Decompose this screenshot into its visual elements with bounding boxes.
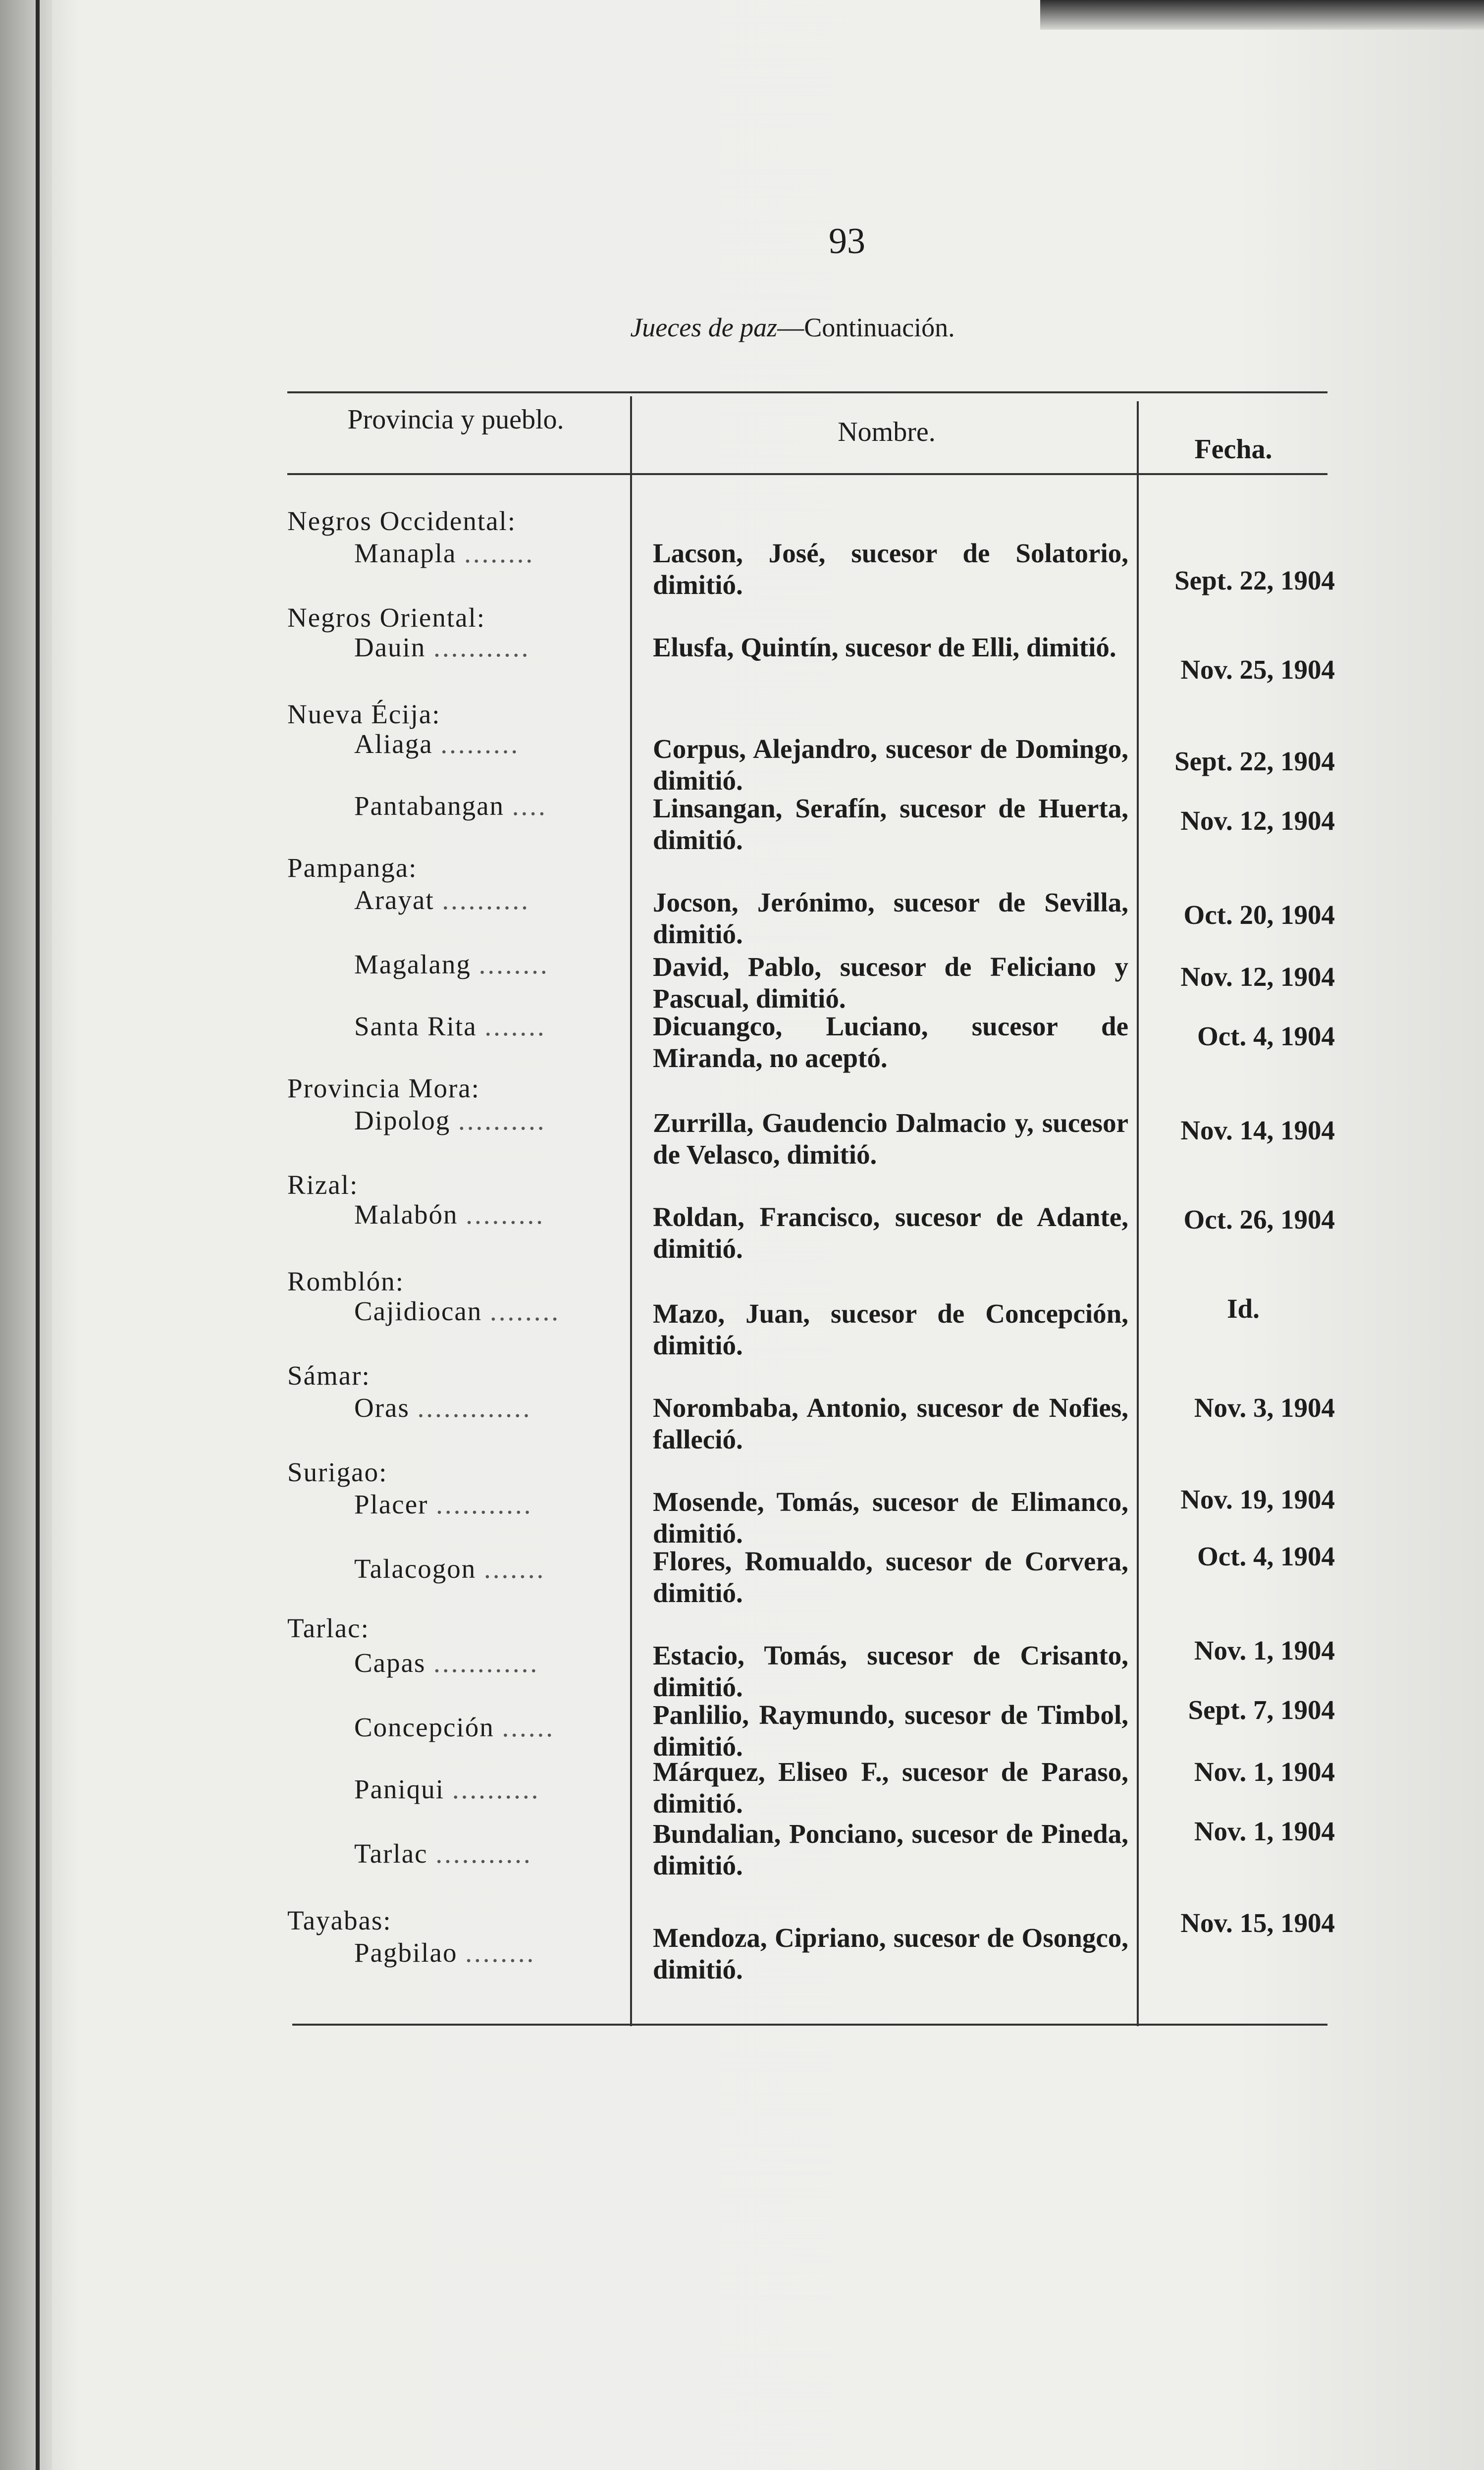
judge-entry: Panlilio, Raymundo, sucesor de Timbol, dimitió.	[653, 1700, 1128, 1762]
province-label: Provincia Mora:	[287, 1073, 480, 1103]
appointment-date: Nov. 1, 1904	[1194, 1816, 1335, 1846]
town-name	[354, 790, 547, 822]
leader-dots: ...........	[435, 1838, 532, 1869]
town-label: Malabón	[354, 1199, 458, 1230]
town-label: Dauin	[354, 632, 426, 662]
town-name	[354, 1647, 539, 1679]
town-name	[354, 1011, 546, 1042]
town-name	[354, 1392, 531, 1424]
town-label: Concepción	[354, 1712, 494, 1742]
appointment-date: Sept. 7, 1904	[1188, 1695, 1335, 1725]
town-label: Paniqui	[354, 1774, 445, 1804]
header-date: Fecha.	[1194, 434, 1272, 465]
table-bottom-rule	[292, 2024, 1327, 2026]
leader-dots: ........	[465, 1937, 536, 1968]
province-label: Tayabas:	[287, 1905, 392, 1935]
town-label: Pantabangan	[354, 791, 505, 821]
town-name	[354, 1199, 545, 1231]
appointment-date: Sept. 22, 1904	[1174, 746, 1335, 776]
leader-dots: ........	[490, 1296, 561, 1326]
appointment-date: Oct. 20, 1904	[1183, 900, 1335, 930]
province-label: Tarlac:	[287, 1613, 370, 1643]
judge-entry: Flores, Romualdo, sucesor de Corvera, dimitió.	[653, 1546, 1128, 1608]
province-label: Nueva Écija:	[287, 699, 441, 729]
leader-dots: .............	[417, 1393, 532, 1423]
town-label: Aliaga	[354, 729, 433, 759]
province-label: Rizal:	[287, 1170, 359, 1200]
appointment-date: Nov. 12, 1904	[1180, 962, 1335, 992]
judge-entry: Mendoza, Cipriano, sucesor de Osongco, dimitió.	[653, 1923, 1128, 1985]
town-label: Capas	[354, 1648, 426, 1678]
appointment-date: Oct. 4, 1904	[1197, 1021, 1335, 1051]
header-rule	[287, 473, 1327, 475]
leader-dots: .........	[440, 729, 520, 759]
province-label: Negros Occidental:	[287, 506, 517, 536]
leader-dots: .........	[466, 1199, 545, 1230]
town-label: Talacogon	[354, 1554, 477, 1584]
town-label: Dipolog	[354, 1105, 451, 1135]
leader-dots: ..........	[452, 1774, 540, 1804]
town-name	[354, 1105, 546, 1136]
column-divider-2	[1137, 401, 1139, 2026]
town-label: Tarlac	[354, 1838, 428, 1869]
judge-entry: Norombaba, Antonio, sucesor de Nofies, falleció.	[653, 1393, 1128, 1454]
judge-entry: Jocson, Jerónimo, sucesor de Sevilla, dimitió.	[653, 887, 1128, 949]
appointment-date: Nov. 15, 1904	[1180, 1908, 1335, 1938]
town-name	[354, 1489, 532, 1520]
leader-dots: .......	[484, 1011, 546, 1041]
town-name	[354, 1838, 532, 1870]
leader-dots: ..........	[442, 885, 530, 915]
leader-dots: ...........	[436, 1489, 533, 1519]
appointment-date: Sept. 22, 1904	[1174, 565, 1335, 595]
town-label: Placer	[354, 1489, 428, 1519]
judge-entry: Mazo, Juan, sucesor de Concepción, dimitió.	[653, 1298, 1128, 1360]
caption-rest: —Continuación.	[777, 313, 955, 342]
leader-dots: ......	[502, 1712, 555, 1742]
judge-entry: Linsangan, Serafín, sucesor de Huerta, dimitió.	[653, 793, 1128, 855]
town-name	[354, 949, 549, 980]
town-label: Pagbilao	[354, 1937, 458, 1968]
column-divider-1	[630, 396, 632, 2026]
header-name: Nombre.	[838, 417, 936, 447]
leader-dots: ............	[433, 1648, 539, 1678]
province-label: Surigao:	[287, 1457, 388, 1487]
caption-italic: Jueces de paz	[630, 313, 778, 342]
town-name	[354, 728, 520, 760]
judge-entry: Lacson, José, sucesor de Solatorio, dimitió.	[653, 538, 1128, 600]
town-name	[354, 1712, 555, 1743]
binding-edge	[36, 0, 40, 2470]
judge-entry: Dicuangco, Luciano, sucesor de Miranda, no aceptó.	[653, 1011, 1128, 1073]
appointment-date: Nov. 14, 1904	[1180, 1115, 1335, 1145]
table-caption	[471, 312, 1114, 343]
town-name	[354, 1553, 545, 1585]
town-label: Santa Rita	[354, 1011, 477, 1041]
town-name	[354, 884, 530, 916]
town-name	[354, 632, 530, 663]
scan-shadow	[1040, 0, 1484, 30]
province-label: Romblón:	[287, 1266, 405, 1296]
table-top-rule	[287, 391, 1327, 393]
appointment-date: Nov. 19, 1904	[1180, 1484, 1335, 1514]
appointment-date: Nov. 3, 1904	[1194, 1393, 1335, 1423]
appointment-date: Oct. 26, 1904	[1183, 1204, 1335, 1235]
town-name	[354, 537, 534, 569]
town-label: Cajidiocan	[354, 1296, 482, 1326]
judge-entry: Mosende, Tomás, sucesor de Elimanco, dimitió.	[653, 1487, 1128, 1549]
appointment-date: Oct. 4, 1904	[1197, 1541, 1335, 1571]
leader-dots: .......	[484, 1554, 546, 1584]
town-name	[354, 1773, 540, 1805]
appointment-date: Nov. 12, 1904	[1180, 805, 1335, 836]
town-label: Arayat	[354, 885, 434, 915]
judge-entry: Estacio, Tomás, sucesor de Crisanto, dimitió.	[653, 1640, 1128, 1702]
town-name	[354, 1937, 535, 1969]
judge-entry: David, Pablo, sucesor de Feliciano y Pascual, dimitió.	[653, 952, 1128, 1014]
judge-entry: Zurrilla, Gaudencio Dalmacio y, sucesor de Velasco, dimitió.	[653, 1108, 1128, 1170]
leader-dots: ........	[464, 538, 535, 568]
book-binding	[0, 0, 52, 2470]
province-label: Sámar:	[287, 1360, 371, 1391]
province-label: Negros Oriental:	[287, 602, 486, 633]
appointment-date: Nov. 1, 1904	[1194, 1757, 1335, 1787]
town-label: Manapla	[354, 538, 457, 568]
appointment-date: Nov. 25, 1904	[1180, 654, 1335, 685]
judge-entry: Roldan, Francisco, sucesor de Adante, dimitió.	[653, 1202, 1128, 1264]
judge-entry: Corpus, Alejandro, sucesor de Domingo, dimitió.	[653, 734, 1128, 796]
town-label: Oras	[354, 1393, 410, 1423]
header-province: Provincia y pueblo.	[347, 404, 564, 435]
town-label: Magalang	[354, 949, 471, 979]
judge-entry: Márquez, Eliseo F., sucesor de Paraso, dimitió.	[653, 1757, 1128, 1819]
province-label: Pampanga:	[287, 853, 418, 883]
page-number: 93	[829, 221, 865, 262]
judge-entry: Bundalian, Ponciano, sucesor de Pineda, dimitió.	[653, 1819, 1128, 1880]
judge-entry: Elusfa, Quintín, sucesor de Elli, dimitió.	[653, 632, 1116, 662]
leader-dots: ...........	[433, 632, 530, 662]
appointment-date: Id.	[1227, 1293, 1260, 1324]
appointment-date: Nov. 1, 1904	[1194, 1635, 1335, 1665]
leader-dots: ........	[478, 949, 549, 979]
leader-dots: ....	[512, 791, 547, 821]
town-name	[354, 1295, 560, 1327]
leader-dots: ..........	[458, 1105, 546, 1135]
